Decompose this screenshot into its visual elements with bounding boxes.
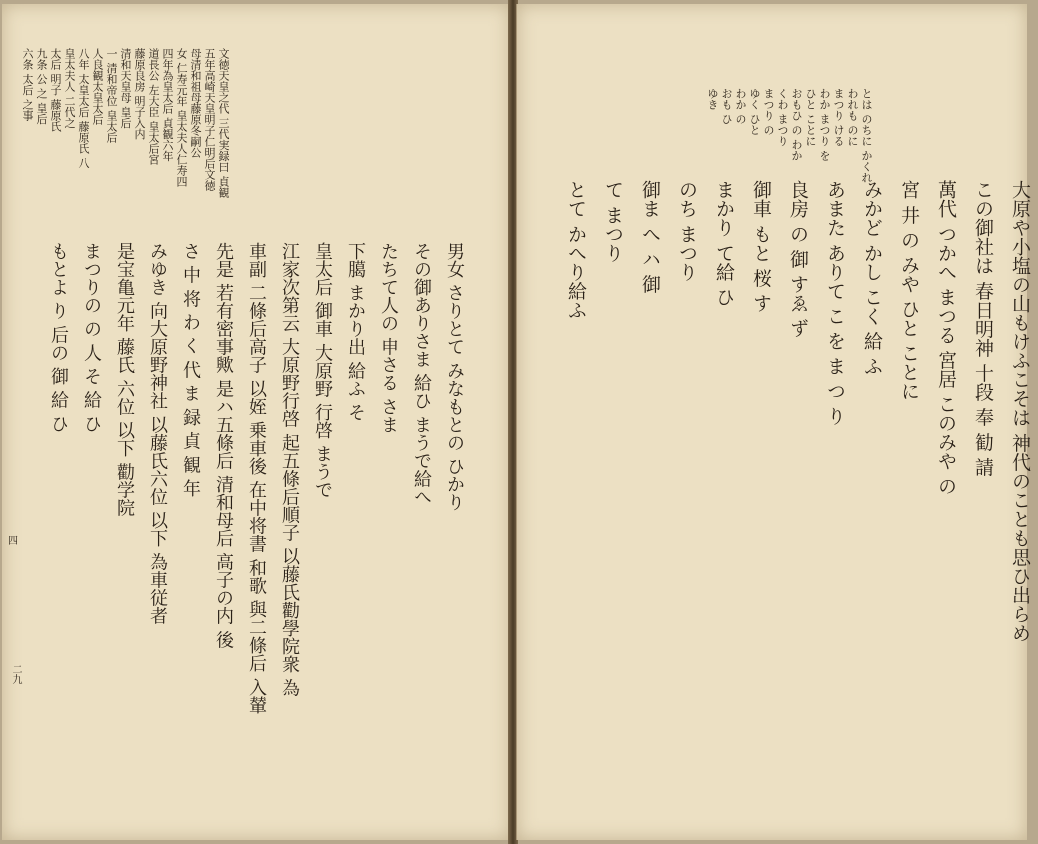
right-page-main-text [557, 180, 1038, 830]
note-line: 太后 明子 藤原氏 [49, 48, 62, 132]
right-page [516, 4, 1031, 840]
note-line: わか の [734, 88, 747, 125]
text-line: もとよ り 后の 御 給 ひ [48, 242, 69, 433]
text-line: 先是 若有密事歟 是ハ五條后 清和母后 高子の内 後 [213, 242, 234, 649]
text-line: 是宝亀元年 藤氏 六位 以下 勸学院 [114, 242, 135, 517]
text-line: のち まつり [676, 180, 698, 282]
note-line: 六条 太后 之事 [21, 48, 34, 121]
note-line: とは のちに かくれ [860, 88, 873, 183]
note-line: くわ まつり [776, 88, 789, 147]
text-line: 萬代 つかへ まつる 宮居 このみや の [935, 180, 957, 496]
text-line: その御ありさま 給ひ まうで給へ [411, 242, 432, 506]
note-line: 五年高崎天皇明子仁明后文徳 [203, 48, 216, 191]
text-line: まかり て給 ひ [713, 180, 735, 307]
note-line: 八年 太皇太后 藤原氏 八 [77, 48, 90, 169]
text-line: 江家次第云 大原野行啓 起五條后順子 以藤氏勸學院衆 為 [279, 242, 300, 697]
note-line: ひと ことに [804, 88, 817, 147]
left-page [2, 4, 511, 840]
note-line: 九条 公 之 皇后 [35, 48, 48, 125]
text-line: 下臈 まかり出 給ふ そ [345, 242, 366, 422]
note-line: 一 清和帝位 皇太后 [105, 48, 118, 143]
note-line: われも のに [846, 88, 859, 147]
text-line: 男女 さりとて みなもとの ひかり [444, 242, 465, 512]
note-line: ゆき [706, 88, 719, 110]
text-line: 車副 二條后高子 以姪 乗車後 在中将書 和歌 與二條后 入輦 [246, 242, 267, 715]
text-line: 大原や小塩の山もけふこそは 神代のことも思ひ出らめ [1009, 180, 1031, 643]
note-line: 藤原良房 明子入内 [133, 48, 146, 140]
note-line: 母清和祖母藤原冬嗣公 [189, 48, 202, 158]
note-line: まつり の [762, 88, 775, 136]
note-line: 清和天皇母 皇后 [119, 48, 132, 129]
text-line: まつりの の 人 そ 給 ひ [81, 242, 102, 433]
left-page-main-text [42, 242, 471, 802]
text-line: 宮 井 の みや ひと ことに [898, 180, 920, 401]
note-line: ゆく ひと [748, 88, 761, 136]
note-line: 文徳天皇之代 三代実録曰 貞観 [217, 48, 230, 198]
text-line: 御車 もと 桜 す [750, 180, 772, 313]
text-line: みゆき 向大原野神社 以藤氏六位 以下 為車従者 [147, 242, 168, 625]
note-line: 四年為皇太后 貞観六年 [161, 48, 174, 162]
text-line: 御ま へ ハ 御 [639, 180, 661, 294]
note-line: わか まつり を [818, 88, 831, 161]
left-page-annotations [20, 48, 230, 248]
text-line: て まつり [602, 180, 624, 263]
note-line: 皇太夫人 二代之 [63, 48, 76, 129]
note-line: 道長公 左大臣 皇太后宮 [147, 48, 160, 165]
folio-mark: 四 [8, 536, 18, 547]
note-line: まつり ける [832, 88, 845, 147]
text-line: とて かへり給ふ [565, 180, 587, 320]
note-line: おもひ の わか [790, 88, 803, 161]
text-line: 皇太后 御車 大原野 行啓 まうで [312, 242, 333, 499]
text-line: 良房 の 御 すゑ ず [787, 180, 809, 338]
page-number: 二九 [10, 664, 21, 684]
note-line: 女 仁寿元年 皇太夫人仁寿四 [175, 48, 188, 187]
text-line: たちて人の 申さる さま [378, 242, 399, 434]
text-line: みかど かし こく 給 ふ [861, 180, 883, 376]
note-line: おも ひ [720, 88, 733, 125]
text-line: この御社は 春日明神 十段 奉 勧 請 [972, 180, 994, 477]
note-line: 人良観太皇太后 [91, 48, 104, 125]
text-line: さ 中 将 わ く 代 ま 録 貞 観 年 [180, 242, 201, 498]
text-line: あまた ありて こ を ま つ り [824, 180, 846, 426]
